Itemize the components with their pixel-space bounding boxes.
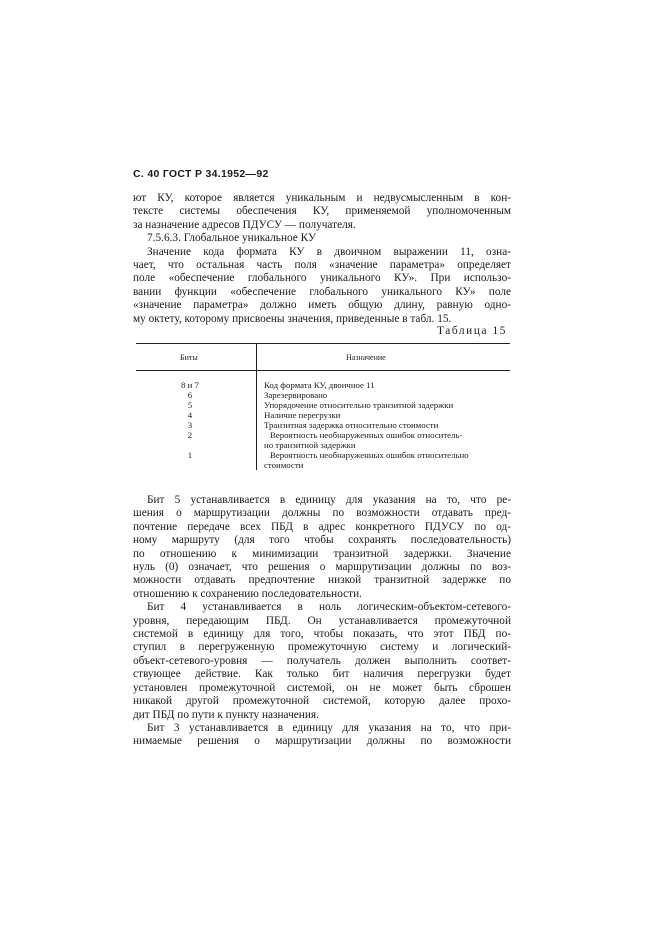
row-bits: 6 — [187, 390, 193, 400]
text-line: почтение передаче всех ПБД в адрес конкретного ПДУСУ по од- — [133, 520, 511, 533]
table-column-divider — [256, 343, 257, 470]
row-description — [264, 451, 510, 470]
text-line: Значение кода формата КУ в двоичном выражении 11, озна- — [147, 245, 511, 258]
description-line: Зарезервировано — [264, 390, 328, 400]
description-line: Код формата КУ, двоичное 11 — [264, 380, 375, 390]
page-header: С. 40 ГОСТ Р 34.1952—92 — [133, 168, 269, 180]
description-line: стоимости — [264, 459, 304, 470]
table-header-bits: Биты — [180, 353, 198, 362]
description-line: но транзитной задержки — [264, 439, 356, 450]
text-line: дит ПБД по пути к пункту назначения. — [133, 708, 319, 721]
text-line: Бит 3 устанавливается в единицу для указания на то, что при- — [147, 721, 511, 734]
text-line: ступил в перегруженную промежуточную систему и логический- — [133, 641, 511, 654]
text-line: вании функции «обеспечение глобального уникального КУ» поле — [133, 285, 511, 298]
text-line: нуль (0) означает, что решения о маршрутизации должны по воз- — [133, 561, 511, 574]
text-line: за назначение адресов ПДУСУ — получателя. — [133, 218, 356, 231]
row-description — [264, 431, 510, 450]
text-line: ному маршруту (для того чтобы сохранять последовательность) — [133, 534, 511, 547]
description-line: Вероятность необнаруженных ошибок относительно — [270, 450, 469, 460]
table-rule-header — [136, 370, 510, 371]
text-line: уровня, передающим ПБД. Он устанавливается промежуточной — [133, 614, 511, 627]
section-heading: 7.5.6.3. Глобальное уникальное КУ — [147, 232, 316, 245]
body-text — [133, 494, 511, 749]
text-line: «значение параметра» должно иметь общую длину, равную одно- — [133, 299, 511, 312]
text-line: отношению к сохранению последовательности. — [133, 587, 362, 600]
description-line: Транзитная задержка относительно стоимости — [264, 420, 439, 430]
table-header-description: Назначение — [346, 353, 386, 362]
text-line: поле «обеспечение глобального уникального КУ». При использо- — [133, 272, 511, 285]
text-line: по отношению к минимизации транзитной задержки. Значение — [133, 547, 511, 560]
text-line: тексте системы обеспечения КУ, применяемой уполномоченным — [133, 205, 511, 218]
text-line: нимаемые решения о маршрутизации должны по возможности — [133, 735, 511, 748]
description-line: Вероятность необнаруженных ошибок относитель- — [270, 430, 463, 440]
text-line: можности отдавать предпочтение низкой транзитной задержке по — [133, 574, 511, 587]
row-bits: 1 — [187, 450, 193, 460]
text-line: системой в единицу для того, чтобы показать, что этот ПБД по- — [133, 628, 511, 641]
row-bits: 3 — [187, 420, 193, 430]
description-line: Наличие перегрузки — [264, 410, 341, 420]
text-line: объект-сетевого-уровня — получатель должен выполнить соответ- — [133, 654, 511, 667]
row-bits: 8 и 7 — [181, 380, 199, 390]
text-line: чает, что остальная часть поля «значение параметра» определяет — [133, 259, 511, 272]
text-line: установлен промежуточной системой, он не может быть сброшен — [133, 681, 511, 694]
text-line: ют КУ, которое является уникальным и недвусмысленным в кон- — [133, 192, 511, 204]
table-rule-top — [136, 343, 510, 344]
text-line: шения о маршрутизации должны по возможности отдавать пред- — [133, 507, 511, 520]
description-line: Упорядочение относительно транзитной задержки — [264, 400, 454, 410]
text-line: Бит 4 устанавливается в ноль логическим-объектом-сетевого- — [147, 601, 511, 614]
table-caption: Таблица 15 — [437, 325, 507, 337]
text-line: Бит 5 устанавливается в единицу для указания на то, что ре- — [147, 494, 511, 506]
row-bits: 5 — [187, 400, 193, 410]
text-line: никакой другой промежуточной системой, которую далее прохо- — [133, 695, 511, 708]
text-line: ствующее действие. Как только бит наличия перегрузки будет — [133, 668, 511, 681]
row-bits: 4 — [187, 410, 193, 420]
row-bits: 2 — [187, 430, 193, 440]
intro-text — [133, 192, 511, 326]
text-line: му октету, которому присвоены значения, приведенные в табл. 15. — [133, 312, 452, 325]
